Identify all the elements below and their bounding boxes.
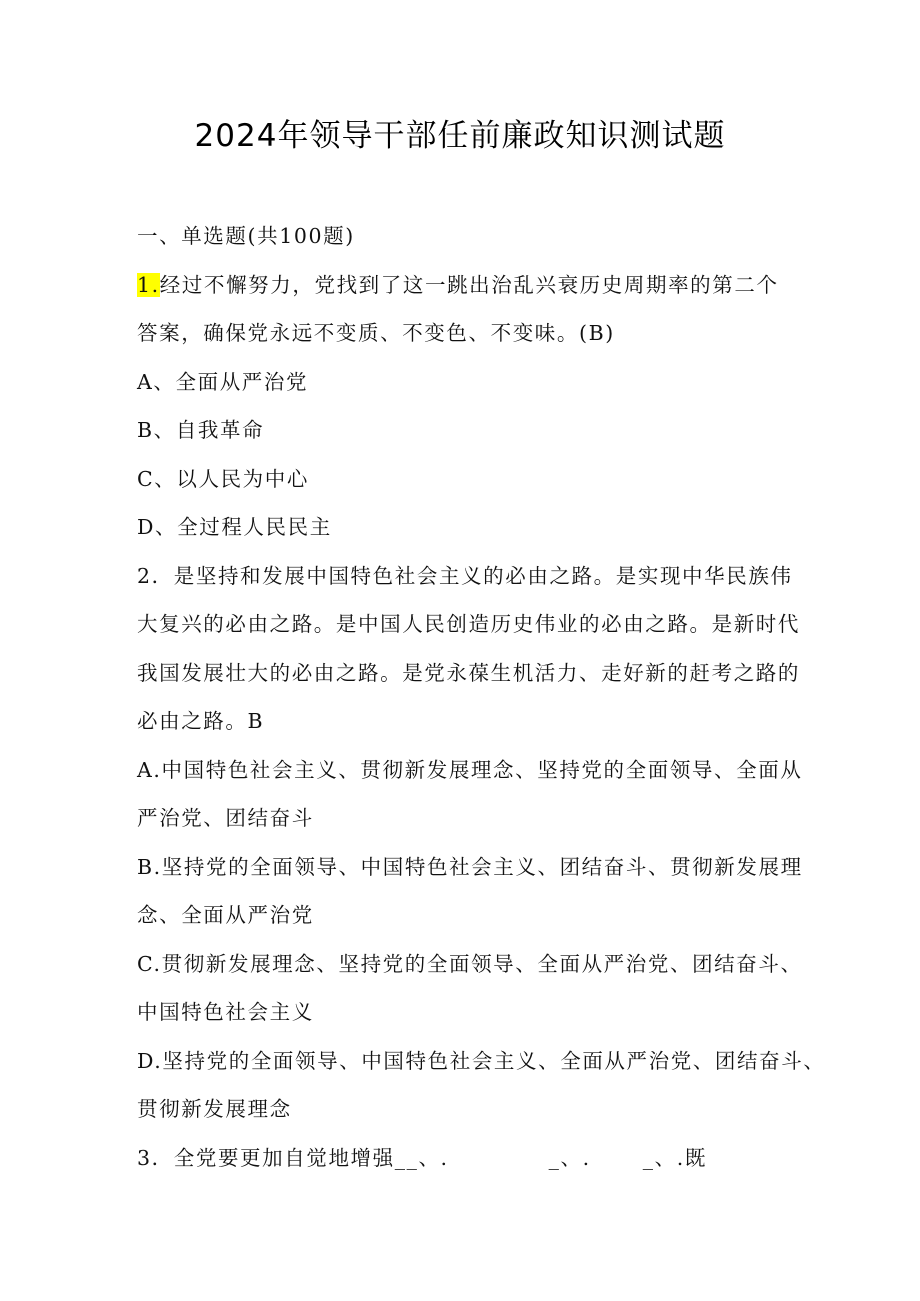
question-1-line-1	[137, 261, 797, 310]
document-title: 2024年领导干部任前廉政知识测试题	[194, 118, 726, 154]
document-body	[137, 212, 826, 1182]
question-2-option-d-line-2: 贯彻新发展理念	[137, 1097, 292, 1121]
question-3-blank-3: _、.既	[642, 1145, 707, 1170]
question-1-line-2: 答案，确保党永远不变质、不变色、不变味。(B)	[137, 321, 615, 345]
question-2-line-3: 我国发展壮大的必由之路。是党永葆生机活力、走好新的赶考之路的	[137, 660, 800, 685]
question-1-option-c: C、以人民为中心	[137, 466, 309, 491]
question-1-option-a: A、全面从严治党	[137, 369, 309, 394]
question-1-text: 经过不懈努力，党找到了这一跳出治乱兴衰历史周期率的第二个	[159, 272, 779, 297]
question-3-line-1	[137, 1134, 797, 1183]
question-2-option-a-line-2: 严治党、团结奋斗	[137, 806, 314, 830]
question-2-option-c-line-2: 中国特色社会主义	[137, 1000, 314, 1024]
question-3-text: 3．全党要更加自觉地增强	[137, 1145, 395, 1170]
question-2-option-b-line-2: 念、全面从严治党	[137, 903, 314, 927]
question-1-option-d: D、全过程人民民主	[137, 515, 332, 539]
question-2-option-d-line-1: D.坚持党的全面领导、中国特色社会主义、全面从严治党、团结奋斗、	[137, 1048, 826, 1073]
question-2-option-a-line-1: A.中国特色社会主义、贯彻新发展理念、坚持党的全面领导、全面从	[137, 757, 803, 782]
question-2-option-b-line-1: B.坚持党的全面领导、中国特色社会主义、团结奋斗、贯彻新发展理	[137, 854, 803, 879]
question-1-number: 1.	[137, 272, 160, 297]
question-2-line-2: 大复兴的必由之路。是中国人民创造历史伟业的必由之路。是新时代	[137, 612, 800, 636]
question-2-line-1: 2．是坚持和发展中国特色社会主义的必由之路。是实现中华民族伟	[137, 563, 793, 588]
question-3-blank-1: __、.	[394, 1145, 449, 1170]
question-3-blank-2: _、.	[548, 1145, 591, 1170]
question-1-option-b: B、自我革命	[137, 418, 265, 442]
section-heading: 一、单选题(共100题)	[137, 224, 355, 248]
question-2-line-4: 必由之路。B	[137, 709, 265, 733]
question-2-option-c-line-1: C.贯彻新发展理念、坚持党的全面领导、全面从严治党、团结奋斗、	[137, 951, 803, 976]
